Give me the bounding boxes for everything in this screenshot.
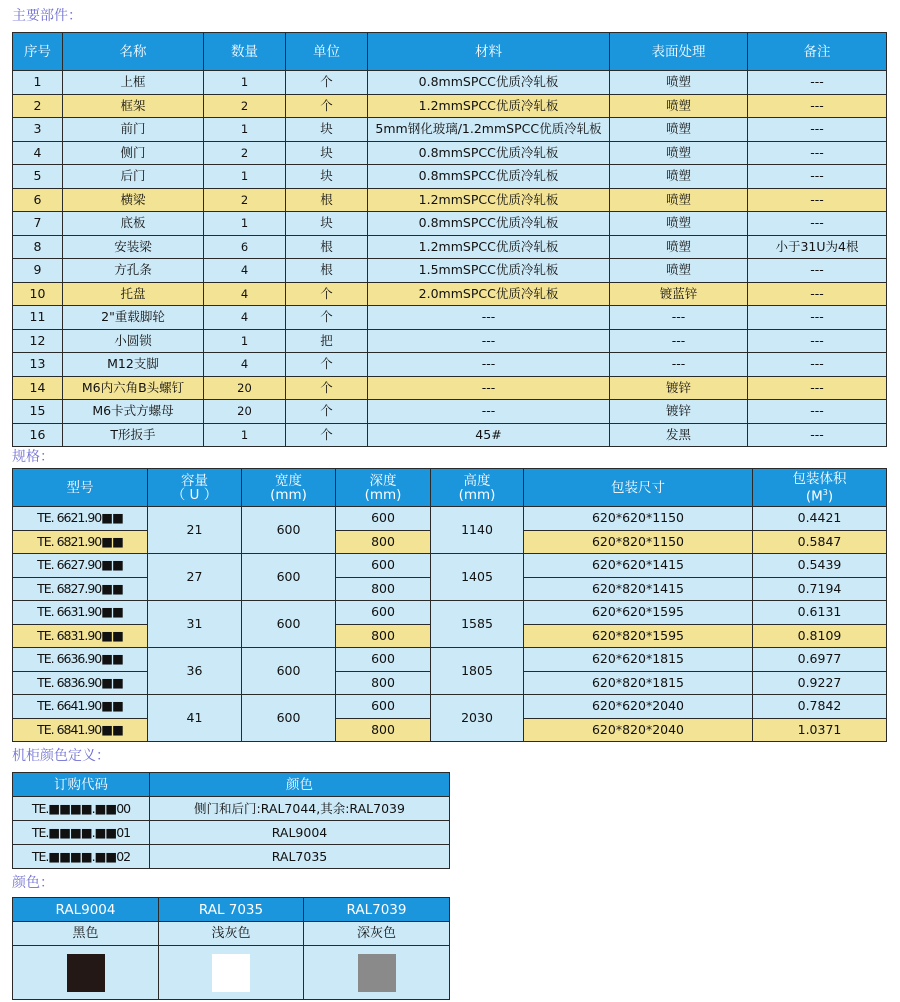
parts-cell-material: --- — [368, 376, 610, 400]
parts-cell-finish: --- — [610, 306, 748, 330]
parts-cell-unit: 个 — [286, 94, 368, 118]
parts-cell-unit: 个 — [286, 400, 368, 424]
color-def-color: RAL7035 — [150, 845, 450, 869]
specs-cell-pack-size: 620*620*1815 — [524, 648, 753, 672]
specs-cell-capacity: 21 — [148, 507, 242, 554]
parts-cell-unit: 个 — [286, 376, 368, 400]
parts-cell-no: 2 — [13, 94, 63, 118]
specs-cell-height: 1405 — [431, 554, 524, 601]
colors-table — [12, 897, 450, 1000]
parts-cell-unit: 根 — [286, 188, 368, 212]
specs-header-pack-volume-label: 包装体积 — [792, 470, 847, 487]
specs-cell-pack-volume: 0.9227 — [753, 671, 887, 695]
specs-cell-pack-volume: 0.4421 — [753, 507, 887, 531]
specs-row — [13, 601, 887, 625]
parts-cell-name: 前门 — [63, 118, 204, 142]
color-def-header-cell: 颜色 — [150, 773, 450, 797]
specs-cell-model: TE. 6827.90■■ — [13, 577, 148, 601]
color-def-row — [13, 797, 450, 821]
specs-header-pack-volume-unit — [753, 486, 886, 504]
parts-cell-material: 0.8mmSPCC优质冷轧板 — [368, 165, 610, 189]
parts-cell-qty: 20 — [204, 400, 286, 424]
parts-cell-material: --- — [368, 306, 610, 330]
parts-cell-qty: 1 — [204, 329, 286, 353]
specs-cell-model: TE. 6821.90■■ — [13, 530, 148, 554]
specs-header-width-unit: (mm) — [270, 486, 307, 503]
parts-cell-finish: 发黑 — [610, 423, 748, 447]
parts-row — [13, 188, 887, 212]
color-def-code: TE.■■■■.■■01 — [13, 821, 150, 845]
parts-cell-no: 10 — [13, 282, 63, 306]
specs-cell-depth: 600 — [336, 507, 431, 531]
parts-cell-note: --- — [748, 141, 887, 165]
parts-cell-unit: 个 — [286, 423, 368, 447]
colors-swatch-row — [13, 946, 450, 1000]
specs-cell-pack-volume: 1.0371 — [753, 718, 887, 742]
parts-cell-name: 小圆锁 — [63, 329, 204, 353]
specs-row — [13, 648, 887, 672]
specs-cell-depth: 600 — [336, 554, 431, 578]
color-def-row — [13, 821, 450, 845]
parts-cell-no: 1 — [13, 71, 63, 95]
specs-cell-model: TE. 6831.90■■ — [13, 624, 148, 648]
specs-cell-capacity: 41 — [148, 695, 242, 742]
parts-cell-finish: 镀锌 — [610, 376, 748, 400]
parts-cell-note: --- — [748, 400, 887, 424]
parts-cell-no: 6 — [13, 188, 63, 212]
parts-cell-note: --- — [748, 71, 887, 95]
specs-cell-capacity: 31 — [148, 601, 242, 648]
specs-cell-pack-size: 620*820*1815 — [524, 671, 753, 695]
parts-cell-material: 0.8mmSPCC优质冷轧板 — [368, 212, 610, 236]
specs-cell-pack-volume: 0.6131 — [753, 601, 887, 625]
specs-header-row — [13, 469, 887, 507]
color-def-header-row — [13, 773, 450, 797]
parts-cell-unit: 块 — [286, 165, 368, 189]
specs-cell-pack-volume: 0.8109 — [753, 624, 887, 648]
parts-cell-no: 9 — [13, 259, 63, 283]
parts-cell-unit: 个 — [286, 353, 368, 377]
specs-cell-depth: 800 — [336, 530, 431, 554]
specs-cell-pack-size: 620*620*1595 — [524, 601, 753, 625]
color-name: 深灰色 — [304, 922, 450, 946]
specs-header-depth — [336, 469, 431, 507]
parts-cell-note: --- — [748, 376, 887, 400]
specs-header-capacity — [148, 469, 242, 507]
specs-cell-depth: 800 — [336, 624, 431, 648]
parts-cell-note: --- — [748, 282, 887, 306]
parts-header-cell: 名称 — [63, 33, 204, 71]
parts-cell-finish: 镀蓝锌 — [610, 282, 748, 306]
color-def-color: RAL9004 — [150, 821, 450, 845]
parts-header-cell: 数量 — [204, 33, 286, 71]
parts-header-row — [13, 33, 887, 71]
specs-cell-pack-volume: 0.5847 — [753, 530, 887, 554]
parts-cell-material: 1.2mmSPCC优质冷轧板 — [368, 188, 610, 212]
specs-cell-capacity: 27 — [148, 554, 242, 601]
parts-cell-material: 5mm钢化玻璃/1.2mmSPCC优质冷轧板 — [368, 118, 610, 142]
swatch-cell — [13, 946, 159, 1000]
parts-cell-finish: 喷塑 — [610, 188, 748, 212]
parts-cell-material: --- — [368, 329, 610, 353]
parts-cell-unit: 根 — [286, 235, 368, 259]
parts-cell-note: --- — [748, 188, 887, 212]
specs-header-width — [242, 469, 336, 507]
specs-cell-depth: 800 — [336, 671, 431, 695]
parts-cell-note: --- — [748, 306, 887, 330]
color-def-table — [12, 772, 450, 869]
parts-cell-no: 7 — [13, 212, 63, 236]
parts-cell-material: 2.0mmSPCC优质冷轧板 — [368, 282, 610, 306]
parts-cell-qty: 6 — [204, 235, 286, 259]
parts-cell-material: --- — [368, 400, 610, 424]
specs-header-pack-size: 包装尺寸 — [524, 469, 753, 507]
parts-cell-unit: 个 — [286, 306, 368, 330]
parts-cell-unit: 块 — [286, 141, 368, 165]
specs-cell-capacity: 36 — [148, 648, 242, 695]
color-def-row — [13, 845, 450, 869]
parts-cell-qty: 2 — [204, 94, 286, 118]
specs-cell-pack-size: 620*620*2040 — [524, 695, 753, 719]
unit-open: (M — [805, 488, 823, 505]
parts-cell-finish: 喷塑 — [610, 94, 748, 118]
parts-cell-no: 16 — [13, 423, 63, 447]
parts-cell-note: --- — [748, 423, 887, 447]
parts-cell-note: --- — [748, 94, 887, 118]
parts-header-cell: 备注 — [748, 33, 887, 71]
parts-cell-name: 上框 — [63, 71, 204, 95]
color-def-color: 侧门和后门:RAL7044,其余:RAL7039 — [150, 797, 450, 821]
parts-cell-no: 12 — [13, 329, 63, 353]
specs-cell-depth: 600 — [336, 648, 431, 672]
parts-cell-qty: 1 — [204, 212, 286, 236]
specs-header-depth-unit: (mm) — [364, 486, 402, 503]
parts-row — [13, 423, 887, 447]
specs-row — [13, 507, 887, 531]
parts-cell-unit: 个 — [286, 282, 368, 306]
specs-cell-width: 600 — [242, 648, 336, 695]
colors-name-row — [13, 922, 450, 946]
parts-cell-qty: 4 — [204, 259, 286, 283]
colors-header-cell: RAL9004 — [13, 898, 159, 922]
parts-cell-qty: 4 — [204, 282, 286, 306]
parts-cell-no: 4 — [13, 141, 63, 165]
parts-cell-unit: 块 — [286, 118, 368, 142]
color-def-section-title: 机柜颜色定义： — [12, 748, 110, 764]
parts-row — [13, 353, 887, 377]
parts-section-title: 主要部件： — [12, 8, 82, 24]
color-def-code: TE.■■■■.■■02 — [13, 845, 150, 869]
specs-cell-pack-volume: 0.7842 — [753, 695, 887, 719]
parts-cell-name: 2"重载脚轮 — [63, 306, 204, 330]
parts-row — [13, 282, 887, 306]
parts-row — [13, 329, 887, 353]
specs-row — [13, 695, 887, 719]
specs-cell-pack-volume: 0.6977 — [753, 648, 887, 672]
specs-cell-model: TE. 6621.90■■ — [13, 507, 148, 531]
parts-cell-note: --- — [748, 259, 887, 283]
specs-cell-model: TE. 6841.90■■ — [13, 718, 148, 742]
parts-cell-no: 8 — [13, 235, 63, 259]
specs-cell-width: 600 — [242, 507, 336, 554]
parts-cell-material: 1.2mmSPCC优质冷轧板 — [368, 94, 610, 118]
specs-header-width-label: 宽度 — [275, 472, 302, 489]
parts-cell-note: --- — [748, 212, 887, 236]
parts-cell-name: 托盘 — [63, 282, 204, 306]
specs-cell-pack-size: 620*820*1150 — [524, 530, 753, 554]
parts-cell-name: 安装梁 — [63, 235, 204, 259]
parts-cell-name: 横梁 — [63, 188, 204, 212]
parts-row — [13, 71, 887, 95]
specs-header-capacity-unit: （ U ） — [171, 486, 218, 503]
parts-cell-qty: 2 — [204, 141, 286, 165]
color-name: 浅灰色 — [159, 922, 304, 946]
color-swatch-light-gray — [212, 954, 250, 992]
parts-cell-name: 方孔条 — [63, 259, 204, 283]
parts-cell-qty: 4 — [204, 306, 286, 330]
swatch-cell — [159, 946, 304, 1000]
parts-row — [13, 400, 887, 424]
parts-cell-qty: 1 — [204, 165, 286, 189]
colors-header-row — [13, 898, 450, 922]
specs-header-height-unit: (mm) — [458, 486, 496, 503]
specs-cell-model: TE. 6641.90■■ — [13, 695, 148, 719]
parts-cell-finish: 喷塑 — [610, 259, 748, 283]
parts-row — [13, 212, 887, 236]
parts-cell-note: --- — [748, 165, 887, 189]
parts-cell-finish: --- — [610, 329, 748, 353]
parts-cell-no: 5 — [13, 165, 63, 189]
specs-cell-width: 600 — [242, 554, 336, 601]
parts-header-cell: 序号 — [13, 33, 63, 71]
parts-row — [13, 376, 887, 400]
specs-cell-model: TE. 6636.90■■ — [13, 648, 148, 672]
parts-cell-finish: 喷塑 — [610, 235, 748, 259]
specs-section-title: 规格： — [12, 449, 54, 465]
parts-cell-unit: 块 — [286, 212, 368, 236]
specs-header-pack-volume — [753, 469, 887, 507]
color-name: 黑色 — [13, 922, 159, 946]
specs-cell-depth: 800 — [336, 718, 431, 742]
colors-header-cell: RAL 7035 — [159, 898, 304, 922]
parts-cell-unit: 根 — [286, 259, 368, 283]
specs-cell-width: 600 — [242, 695, 336, 742]
parts-cell-finish: 镀锌 — [610, 400, 748, 424]
parts-cell-qty: 1 — [204, 423, 286, 447]
parts-cell-name: 后门 — [63, 165, 204, 189]
parts-row — [13, 118, 887, 142]
parts-row — [13, 94, 887, 118]
specs-row — [13, 554, 887, 578]
parts-cell-note: --- — [748, 353, 887, 377]
parts-cell-finish: 喷塑 — [610, 141, 748, 165]
parts-cell-note: --- — [748, 118, 887, 142]
color-swatch-dark-gray — [358, 954, 396, 992]
parts-row — [13, 235, 887, 259]
color-def-code: TE.■■■■.■■00 — [13, 797, 150, 821]
parts-cell-no: 15 — [13, 400, 63, 424]
parts-cell-material: 0.8mmSPCC优质冷轧板 — [368, 141, 610, 165]
parts-row — [13, 165, 887, 189]
parts-cell-finish: 喷塑 — [610, 212, 748, 236]
specs-header-model: 型号 — [13, 469, 148, 507]
specs-cell-pack-volume: 0.7194 — [753, 577, 887, 601]
parts-cell-note: 小于31U为4根 — [748, 235, 887, 259]
swatch-cell — [304, 946, 450, 1000]
parts-table — [12, 32, 887, 447]
parts-cell-unit: 把 — [286, 329, 368, 353]
colors-header-cell: RAL7039 — [304, 898, 450, 922]
specs-cell-height: 1805 — [431, 648, 524, 695]
parts-cell-qty: 4 — [204, 353, 286, 377]
parts-cell-no: 13 — [13, 353, 63, 377]
specs-table — [12, 468, 887, 742]
specs-header-height — [431, 469, 524, 507]
parts-cell-qty: 2 — [204, 188, 286, 212]
parts-cell-name: 侧门 — [63, 141, 204, 165]
specs-cell-pack-size: 620*820*1595 — [524, 624, 753, 648]
specs-cell-height: 2030 — [431, 695, 524, 742]
unit-sup: 3 — [822, 487, 828, 497]
specs-cell-pack-size: 620*820*2040 — [524, 718, 753, 742]
parts-cell-finish: 喷塑 — [610, 118, 748, 142]
parts-cell-no: 3 — [13, 118, 63, 142]
parts-cell-finish: --- — [610, 353, 748, 377]
specs-cell-depth: 600 — [336, 601, 431, 625]
parts-cell-no: 14 — [13, 376, 63, 400]
color-def-header-cell: 订购代码 — [13, 773, 150, 797]
parts-cell-material: 1.5mmSPCC优质冷轧板 — [368, 259, 610, 283]
specs-cell-width: 600 — [242, 601, 336, 648]
specs-header-capacity-label: 容量 — [181, 472, 208, 489]
parts-cell-name: M6卡式方螺母 — [63, 400, 204, 424]
specs-cell-pack-size: 620*820*1415 — [524, 577, 753, 601]
parts-cell-finish: 喷塑 — [610, 71, 748, 95]
colors-section-title: 颜色： — [12, 875, 54, 891]
parts-cell-material: 1.2mmSPCC优质冷轧板 — [368, 235, 610, 259]
parts-header-cell: 材料 — [368, 33, 610, 71]
specs-cell-height: 1140 — [431, 507, 524, 554]
color-swatch-black — [67, 954, 105, 992]
specs-cell-pack-size: 620*620*1150 — [524, 507, 753, 531]
unit-close: ) — [827, 488, 834, 505]
parts-cell-qty: 1 — [204, 71, 286, 95]
parts-cell-material: --- — [368, 353, 610, 377]
parts-cell-name: 底板 — [63, 212, 204, 236]
specs-cell-model: TE. 6631.90■■ — [13, 601, 148, 625]
specs-cell-pack-volume: 0.5439 — [753, 554, 887, 578]
parts-cell-name: M12支脚 — [63, 353, 204, 377]
parts-cell-note: --- — [748, 329, 887, 353]
parts-row — [13, 259, 887, 283]
specs-header-depth-label: 深度 — [369, 472, 397, 489]
parts-cell-qty: 20 — [204, 376, 286, 400]
parts-row — [13, 141, 887, 165]
parts-header-cell: 单位 — [286, 33, 368, 71]
specs-header-height-label: 高度 — [463, 472, 491, 489]
parts-cell-qty: 1 — [204, 118, 286, 142]
specs-cell-depth: 600 — [336, 695, 431, 719]
parts-cell-name: 框架 — [63, 94, 204, 118]
parts-cell-material: 45# — [368, 423, 610, 447]
parts-cell-material: 0.8mmSPCC优质冷轧板 — [368, 71, 610, 95]
parts-row — [13, 306, 887, 330]
parts-cell-name: M6内六角B头螺钉 — [63, 376, 204, 400]
parts-header-cell: 表面处理 — [610, 33, 748, 71]
specs-cell-depth: 800 — [336, 577, 431, 601]
specs-cell-model: TE. 6836.90■■ — [13, 671, 148, 695]
specs-cell-model: TE. 6627.90■■ — [13, 554, 148, 578]
parts-cell-name: T形扳手 — [63, 423, 204, 447]
specs-cell-height: 1585 — [431, 601, 524, 648]
parts-cell-no: 11 — [13, 306, 63, 330]
parts-cell-unit: 个 — [286, 71, 368, 95]
parts-cell-finish: 喷塑 — [610, 165, 748, 189]
specs-cell-pack-size: 620*620*1415 — [524, 554, 753, 578]
